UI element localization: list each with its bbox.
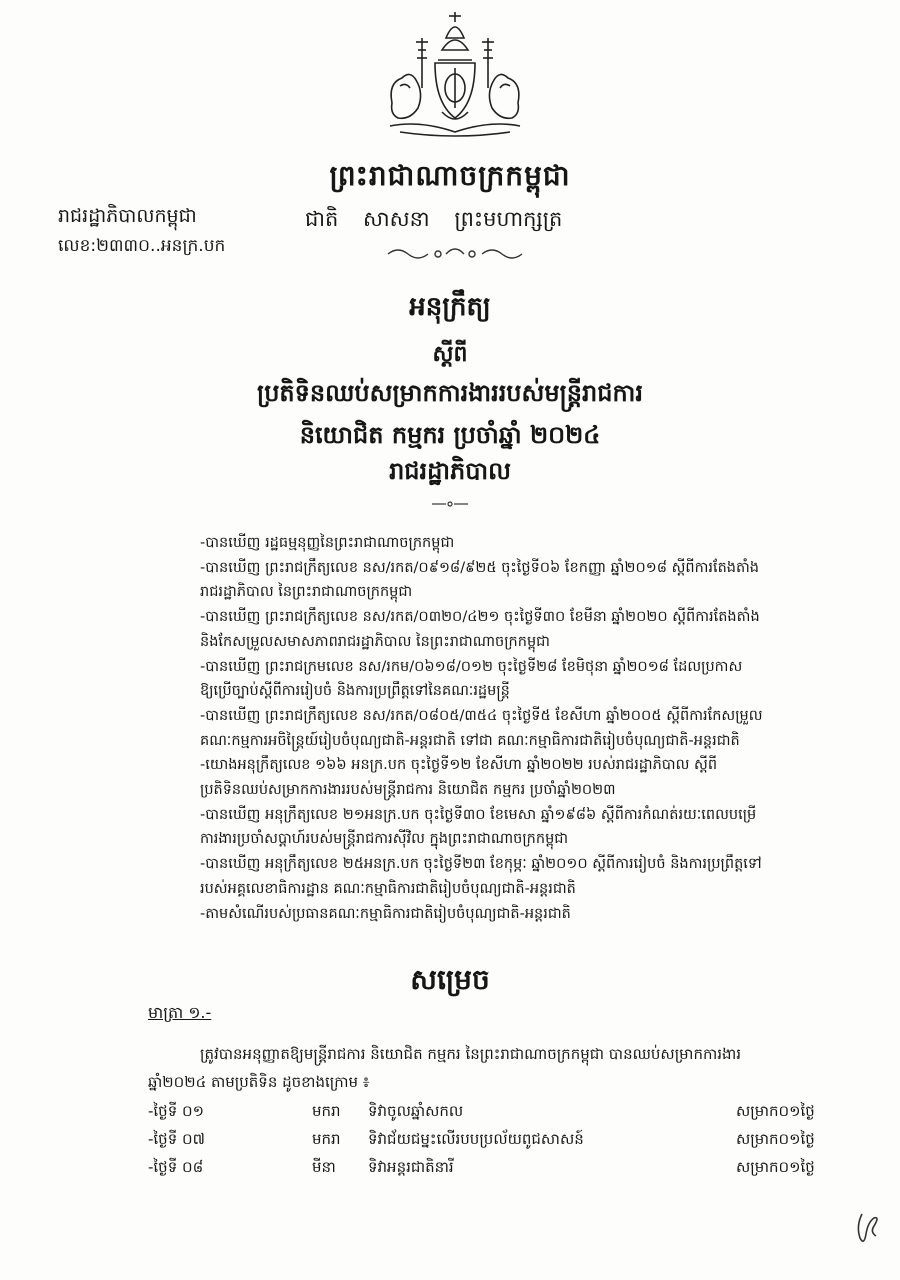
- holiday-row: [148, 1130, 838, 1156]
- holiday-day: -ថ្ងៃទី ០១: [148, 1102, 204, 1120]
- basis-line: -បានឃើញ ព្រះរាជក្រឹត្យលេខ នស/រកត/០៣២០/៤២១ ចុះថ្ងៃទី៣០ ខែមីនា ឆ្នាំ២០២០ ស្តីពីការតែងតាំង: [200, 609, 760, 626]
- basis-line: -បានឃើញ រដ្ឋធម្មនុញ្ញនៃព្រះរាជាណាចក្រកម្ពុជា: [200, 535, 455, 551]
- article-1-line-2: ឆ្នាំ២០២៤ តាមប្រតិទិន ដូចខាងក្រោម ៖: [148, 1073, 370, 1091]
- national-motto: ជាតិ សាសនា ព្រះមហាក្សត្រ: [305, 207, 563, 231]
- royal-coat-of-arms-icon: [380, 8, 530, 143]
- basis-line: ឱ្យប្រើច្បាប់ស្តីពីការរៀបចំ និងការប្រព្រឹត្តទៅនៃគណៈរដ្ឋមន្ត្រី: [200, 683, 510, 700]
- title-divider: [430, 500, 470, 508]
- holiday-duration: សម្រាក០១ថ្ងៃ: [736, 1158, 815, 1176]
- title-subject-line-2: និយោជិត កម្មករ ប្រចាំឆ្នាំ ២០២៤: [299, 421, 601, 449]
- basis-line: -បានឃើញ ព្រះរាជក្រមលេខ នស/រកម/០៦១៨/០១២ ចុះថ្ងៃទី២៨ ខែមិថុនា ឆ្នាំ២០១៨ ដែលប្រកាស: [200, 658, 743, 675]
- basis-line: ប្រតិទិនឈប់សម្រាកការងាររបស់មន្ត្រីរាជការ និយោជិត កម្មករ ប្រចាំឆ្នាំ២០២៣: [200, 782, 616, 799]
- title-subject-line-1: ប្រតិទិនឈប់សម្រាកការងាររបស់មន្ត្រីរាជការ: [257, 379, 643, 407]
- kingdom-heading: ព្រះរាជាណាចក្រកម្ពុជា: [329, 159, 571, 192]
- basis-line: ការងារប្រចាំសប្តាហ៍របស់មន្ត្រីរាជការស៊ីវិល ក្នុងព្រះរាជាណាចក្រកម្ពុជា: [200, 831, 569, 848]
- basis-line: -បានឃើញ អនុក្រឹត្យលេខ ២៥អនក្រ.បក ចុះថ្ងៃទី២៣ ខែកុម្ភៈ ឆ្នាំ២០១០ ស្តីពីការរៀបចំ និងការប្រព្រឹត្តទៅ: [200, 856, 762, 873]
- issuing-authority: រាជរដ្ឋាភិបាលកម្ពុជា: [58, 205, 197, 227]
- basis-line: -បានឃើញ ព្រះរាជក្រឹត្យលេខ នស/រកត/០៩១៨/៩២៥ ចុះថ្ងៃទី០៦ ខែកញ្ញា ឆ្នាំ២០១៨ ស្តីពីការតែងតាំង: [200, 559, 760, 576]
- basis-line: -បានឃើញ ព្រះរាជក្រឹត្យលេខ នស/រកត/០៨០៥/៣៥៤ ចុះថ្ងៃទី៥ ខែសីហា ឆ្នាំ២០០៥ ស្តីពីការកែសម្រួល: [200, 707, 763, 724]
- decision-heading: សម្រេច: [410, 963, 490, 996]
- basis-line: និងកែសម្រួលសមាសភាពរាជរដ្ឋាភិបាល នៃព្រះរាជាណាចក្រកម្ពុជា: [200, 633, 550, 650]
- holiday-duration: សម្រាក០១ថ្ងៃ: [736, 1102, 815, 1120]
- basis-line: គណៈកម្មការអចិន្ត្រៃយ៍រៀបចំបុណ្យជាតិ-អន្តរជាតិ ទៅជា គណៈកម្មាធិការជាតិរៀបចំបុណ្យជាតិ-អន្តរជាតិ: [200, 732, 740, 749]
- holiday-duration: សម្រាក០១ថ្ងៃ: [736, 1130, 815, 1148]
- holiday-row: [148, 1102, 838, 1128]
- document-type-title: អនុក្រឹត្យ: [409, 292, 491, 322]
- holiday-row: [148, 1158, 838, 1184]
- holiday-month: មករា: [312, 1102, 341, 1120]
- divider-ornament-icon: [380, 242, 530, 264]
- basis-line: -តាមសំណើរបស់ប្រធានគណៈកម្មាធិការជាតិរៀបចំបុណ្យជាតិ-អន្តរជាតិ: [200, 905, 571, 922]
- title-subject-label: ស្តីពី: [432, 342, 468, 367]
- holiday-name: ទិវាជ័យជម្នះលើរបបប្រល័យពូជសាសន៍: [368, 1130, 584, 1148]
- article-1-text: [148, 1040, 838, 1096]
- basis-line: -បានឃើញ អនុក្រឹត្យលេខ ២១អនក្រ.បក ចុះថ្ងៃទី៣០ ខែមេសា ឆ្នាំ១៩៨៦ ស្តីពីការកំណត់រយៈពេលបម្រើ: [200, 806, 757, 823]
- holiday-month: មីនា: [312, 1158, 336, 1176]
- article-1-line-1: ត្រូវបានអនុញ្ញាតឱ្យមន្ត្រីរាជការ និយោជិត កម្មករ នៃព្រះរាជាណាចក្រកម្ពុជា បានឈប់សម្រាកការងារ: [200, 1045, 742, 1063]
- document-number: លេខ:២៣៣០..អនក្រ.បក: [58, 236, 226, 256]
- holiday-month: មករា: [312, 1130, 341, 1148]
- article-1-label: មាត្រា ១.-: [148, 1003, 212, 1022]
- holiday-name: ទិវាអន្តរជាតិនារី: [368, 1158, 454, 1176]
- holiday-day: -ថ្ងៃទី ០៧: [148, 1130, 205, 1148]
- legal-basis-list: [200, 531, 850, 926]
- title-government: រាជរដ្ឋាភិបាល: [389, 457, 511, 485]
- basis-line: រាជរដ្ឋាភិបាល នៃព្រះរាជាណាចក្រកម្ពុជា: [200, 584, 413, 601]
- holiday-day: -ថ្ងៃទី ០៨: [148, 1158, 204, 1176]
- holiday-name: ទិវាចូលឆ្នាំសកល: [368, 1102, 464, 1120]
- handwritten-initial-icon: [852, 1208, 882, 1248]
- basis-line: -យោងអនុក្រឹត្យលេខ ១៦៦ អនក្រ.បក ចុះថ្ងៃទី១២ ខែសីហា ឆ្នាំ២០២២ របស់រាជរដ្ឋាភិបាល ស្តីពី: [200, 757, 718, 774]
- basis-line: របស់អគ្គលេខាធិការដ្ឋាន គណៈកម្មាធិការជាតិរៀបចំបុណ្យជាតិ-អន្តរជាតិ: [200, 880, 576, 897]
